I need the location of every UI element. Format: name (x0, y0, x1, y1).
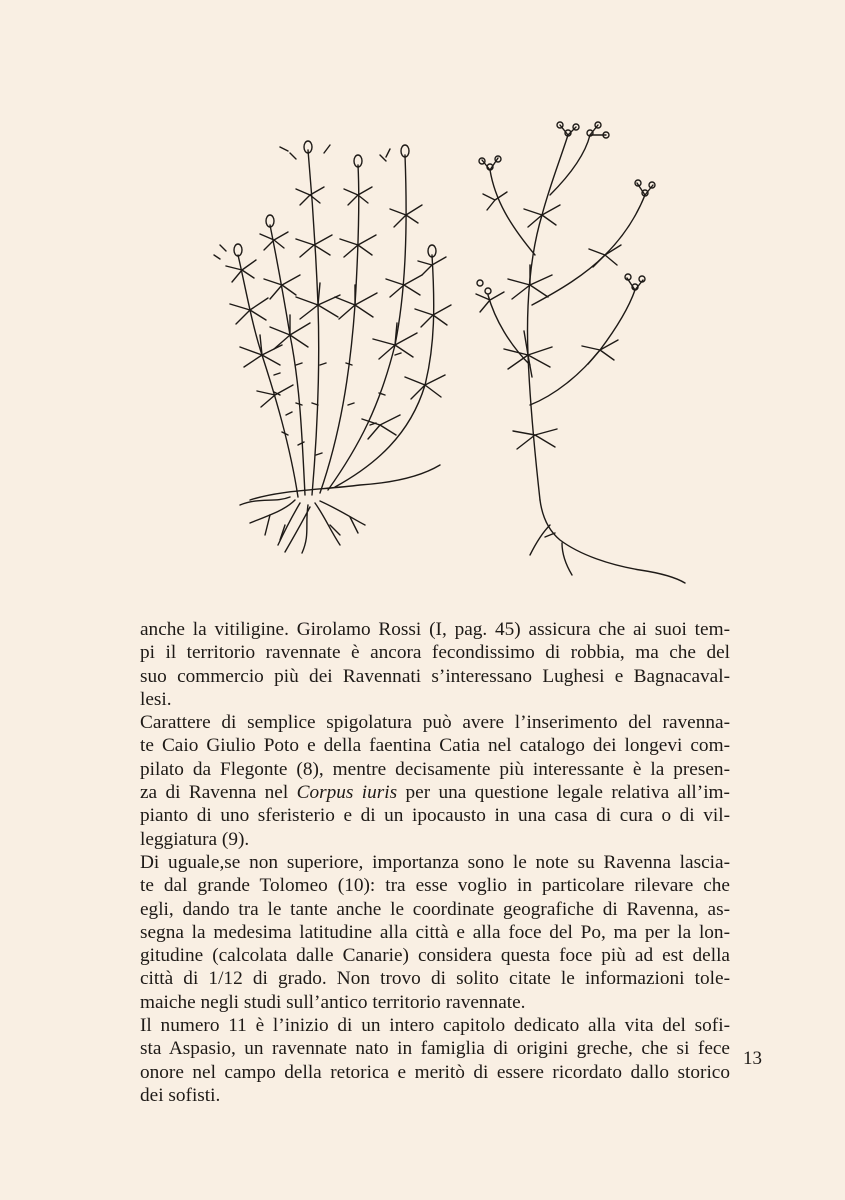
paragraph-2 (140, 711, 730, 851)
text-line: città di 1/12 di grado. Non trovo di solito citate le informazioni tole- (140, 968, 730, 990)
botanical-illustration (190, 105, 700, 600)
text-segment: za di Ravenna nel (140, 782, 297, 804)
italic-title: Corpus iuris (296, 782, 398, 804)
paragraph-1 (140, 618, 730, 711)
text-line: segna la medesima latitudine alla città e alla foce del Po, ma per la lon- (140, 921, 730, 943)
paragraph-3 (140, 851, 730, 1014)
text-line: anche la vitiligine. Girolamo Rossi (I, pag. 45) assicura che ai suoi tem- (140, 619, 730, 640)
text-line: te dal grande Tolomeo (10): tra esse voglio in particolare rilevare che (140, 875, 730, 897)
text-line: Il numero 11 è l’inizio di un intero capitolo dedicato alla vita del sofi- (140, 1015, 730, 1037)
text-line: egli, dando tra le tante anche le coordinate geografiche di Ravenna, as- (140, 898, 730, 920)
text-line: maiche negli studi sull’antico territorio ravennate. (140, 991, 526, 1013)
page-number: 13 (743, 1048, 762, 1069)
text-line: lesi. (140, 688, 172, 710)
text-line: sta Aspasio, un ravennate nato in famiglia di origini greche, che si fece (140, 1038, 730, 1060)
right-plant-drawing (476, 122, 685, 583)
body-text (140, 618, 730, 1107)
text-line: suo commercio più dei Ravennati s’interessano Lughesi e Bagnacaval- (140, 665, 730, 687)
text-line: gitudine (calcolata dalle Canarie) considera questa foce più ad est della (140, 945, 730, 967)
text-line: pi il territorio ravennate è ancora fecondissimo di robbia, ma che del (140, 642, 730, 664)
left-plant-drawing (214, 141, 451, 553)
plant-drawings (190, 105, 700, 600)
text-line: pilato da Flegonte (8), mentre decisamente più interessante è la presen- (140, 758, 730, 780)
text-line: leggiatura (9). (140, 828, 250, 850)
text-line: Di uguale,se non superiore, importanza sono le note su Ravenna lascia- (140, 851, 730, 873)
text-line-with-italic (140, 781, 730, 804)
paragraph-4 (140, 1014, 730, 1107)
text-segment: per una questione legale relativa all’im- (397, 782, 730, 804)
text-line: dei sofisti. (140, 1084, 221, 1106)
text-line: te Caio Giulio Poto e della faentina Catia nel catalogo dei longevi com- (140, 735, 730, 757)
text-line: Carattere di semplice spigolatura può avere l’inserimento del ravenna- (140, 712, 730, 734)
text-line: pianto di uno sferisterio e di un ipocausto in una casa di cura o di vil- (140, 805, 730, 827)
text-line: onore nel campo della retorica e meritò di essere ricordato dallo storico (140, 1061, 730, 1083)
